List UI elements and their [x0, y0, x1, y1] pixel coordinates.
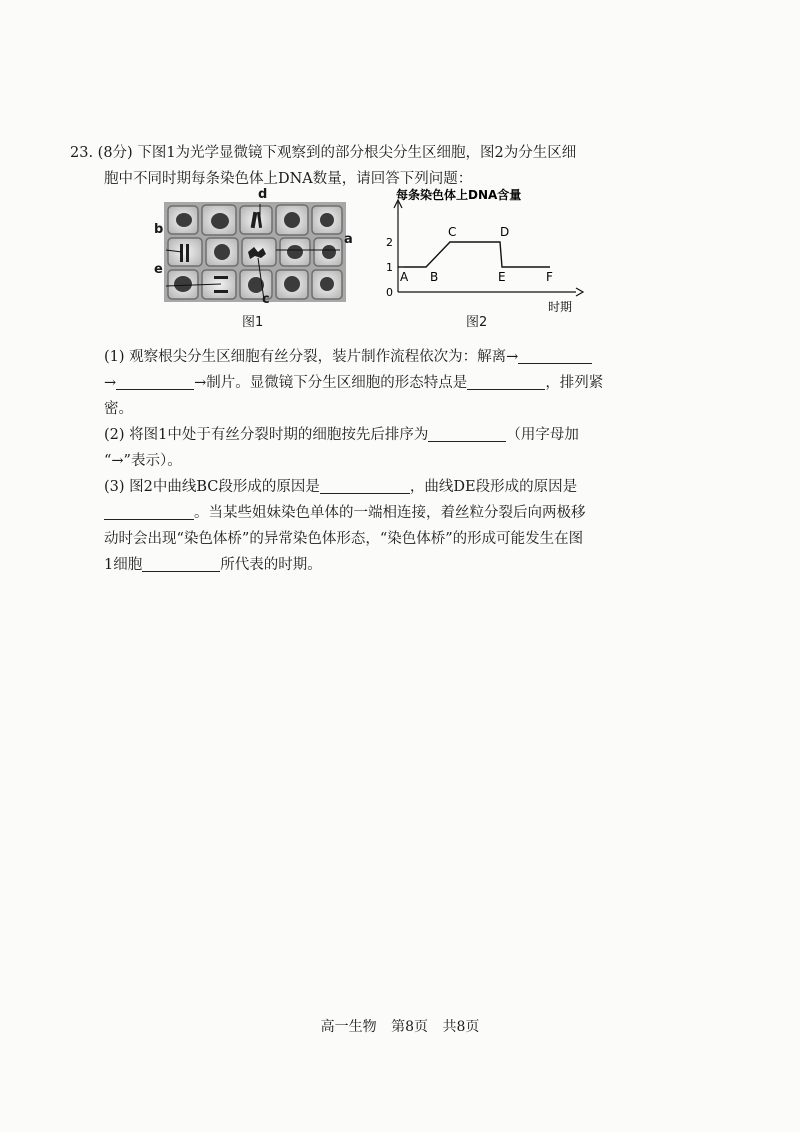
sub3-text-4: 动时会出现“染色体桥”的异常染色体形态，“染色体桥”的形成可能发生在图 — [104, 531, 584, 547]
question-stem-text-2: 胞中不同时期每条染色体上DNA数量，请回答下列问题： — [104, 171, 473, 187]
sub3-text-3: 。当某些姐妹染色单体的一端相连接，着丝粒分裂后向两极移 — [194, 505, 586, 521]
sub2-text: (2) 将图1中处于有丝分裂时期的细胞按先后排序为 — [104, 427, 429, 443]
answer-blank-3a[interactable] — [320, 477, 410, 494]
y-tick-label-0: 0 — [386, 286, 393, 299]
answer-blank-2[interactable] — [428, 425, 506, 442]
sub-question-1-line2 — [70, 370, 660, 396]
y-tick-label-2: 2 — [386, 236, 393, 249]
fig1-label-e: e — [154, 262, 163, 277]
sub-question-3-line2 — [70, 500, 660, 526]
sub1-text-4: 密。 — [104, 401, 133, 417]
answer-blank-3c[interactable] — [142, 555, 220, 572]
sub-question-3-line3 — [70, 526, 660, 552]
x-axis-arrow — [576, 288, 583, 296]
figure2-chart — [378, 188, 588, 318]
footer-subject: 高一生物 — [320, 1019, 377, 1035]
fig1-label-c: c — [262, 292, 270, 307]
figures — [150, 188, 580, 338]
footer-total: 共8页 — [442, 1019, 480, 1035]
answer-blank-3b[interactable] — [104, 503, 194, 520]
x-axis-label: 时期 — [548, 300, 573, 314]
question-stem-line1 — [70, 140, 660, 166]
sub-question-2-line2 — [70, 448, 660, 474]
y-axis-label: 每条染色体上DNA含量 — [396, 188, 522, 202]
answer-blank-1b[interactable] — [116, 373, 194, 390]
dna-content-line — [404, 242, 550, 267]
point-label-E: E — [498, 270, 506, 284]
sub2-text-3: “→”表示）。 — [104, 453, 182, 469]
sub3-text-2: ，曲线DE段形成的原因是 — [409, 479, 578, 495]
question-number: 23. — [70, 145, 94, 161]
arrow: → — [104, 375, 117, 391]
sub3-text-6: 所代表的时期。 — [220, 557, 322, 573]
point-label-D: D — [500, 225, 510, 239]
y-tick-label-1: 1 — [386, 261, 393, 274]
footer-page: 第8页 — [391, 1019, 428, 1035]
fig1-label-a: a — [344, 232, 353, 247]
answer-blank-1a[interactable] — [518, 347, 592, 364]
sub3-text-5: 1细胞 — [104, 557, 143, 573]
sub1-text-2: →制片。显微镜下分生区细胞的形态特点是 — [194, 375, 468, 391]
question-score: (8分) — [97, 145, 133, 161]
figure2-caption: 图2 — [466, 315, 488, 330]
point-label-A: A — [400, 270, 409, 284]
point-label-C: C — [448, 225, 457, 239]
sub-question-3 — [70, 474, 660, 500]
figure1-caption: 图1 — [242, 315, 264, 330]
sub2-text-2: （用字母加 — [506, 427, 579, 443]
question-stem-text: 下图1为光学显微镜下观察到的部分根尖分生区细胞，图2为分生区细 — [137, 145, 577, 161]
sub-question-1-line3 — [70, 396, 660, 422]
point-label-B: B — [430, 270, 439, 284]
figure1-micrograph — [164, 202, 346, 302]
sub1-text-3: ，排列紧 — [545, 375, 604, 391]
fig1-label-d: d — [258, 187, 268, 202]
sub-question-3-line4 — [70, 552, 660, 578]
sub1-text: (1) 观察根尖分生区细胞有丝分裂，装片制作流程依次为：解离→ — [104, 349, 519, 365]
sub-question-2 — [70, 422, 660, 448]
page-footer — [0, 1016, 800, 1036]
sub3-text: (3) 图2中曲线BC段形成的原因是 — [104, 479, 320, 495]
answer-blank-1c[interactable] — [467, 373, 545, 390]
sub-question-1 — [70, 344, 660, 370]
point-label-F: F — [546, 270, 553, 284]
fig1-label-b: b — [154, 222, 164, 237]
